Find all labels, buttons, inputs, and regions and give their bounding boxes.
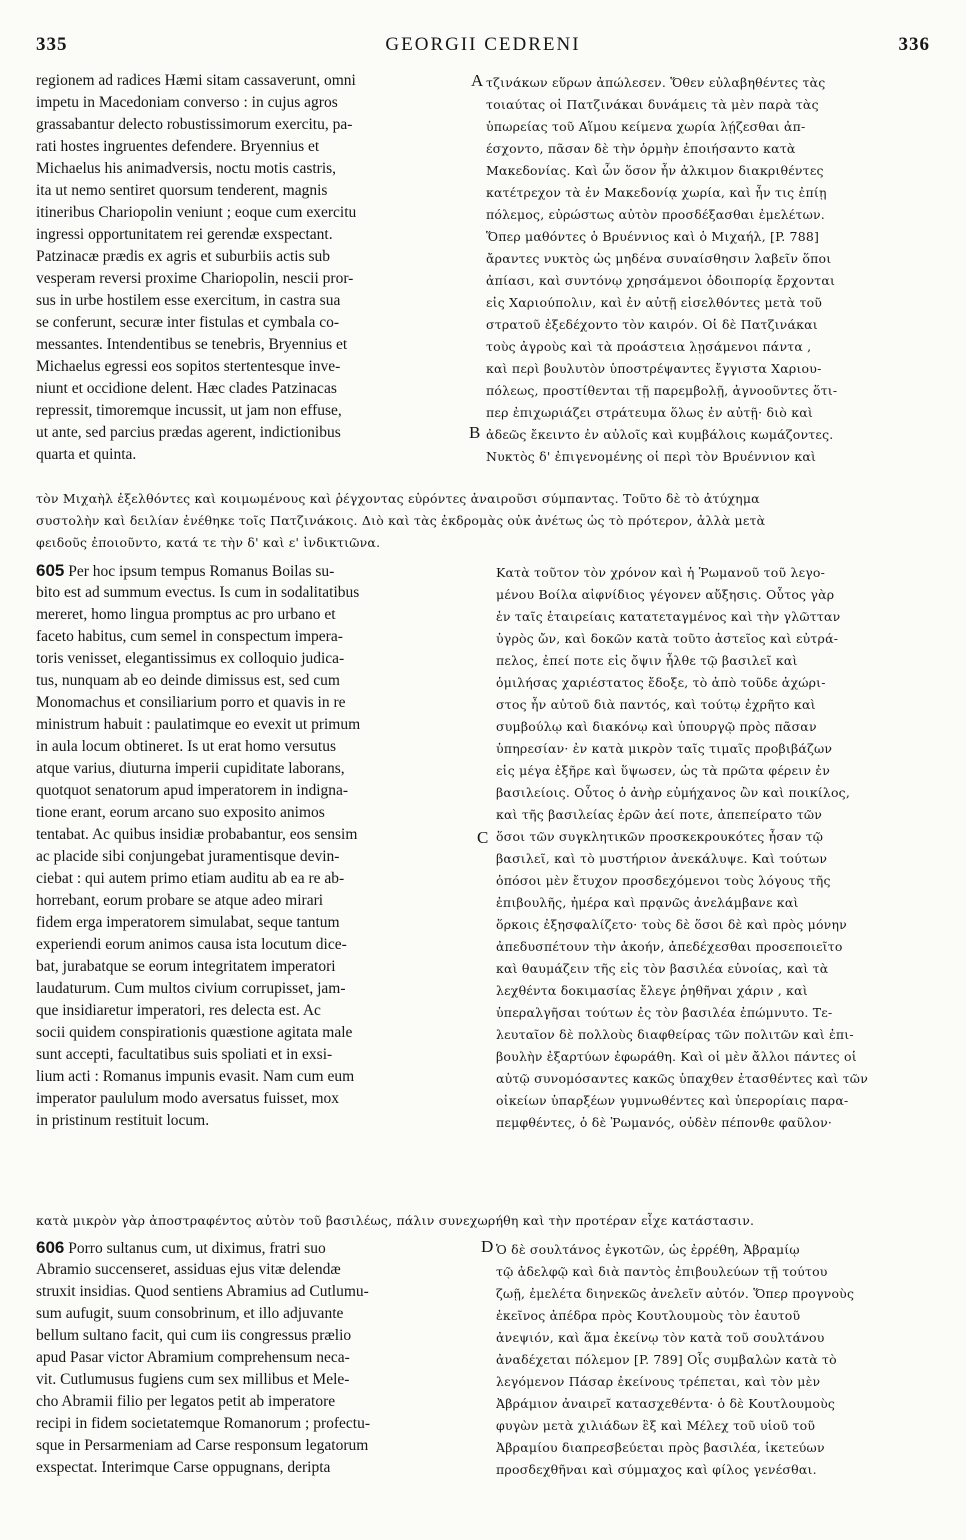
text-line: λευταῖον δὲ πολλοὺς διαφθείρας τῶν πολιτῶν καὶ ἐπι-	[496, 1027, 854, 1042]
text-line: ἀπίασι, καὶ συντόνῳ χρησάμενοι ὁδοιπορίᾳ ἔρχονται	[486, 273, 836, 288]
text-line: struxit insidias. Quod sentiens Abramius ad Cutlumu-	[36, 1283, 369, 1300]
latin-column-2-body	[36, 582, 466, 1132]
text-line: ut ante, sed parcius prædas agerent, indictionibus	[36, 424, 341, 441]
text-line: ingressi opportunitatem rei gerendæ exspectant.	[36, 226, 333, 243]
text-line: Ἀβραμίου διαπρεσβεύεται πρὸς βασιλέα, ἱκετεύων	[496, 1440, 825, 1455]
text-line: exspectat. Interimque Carse oppugnans, deripta	[36, 1459, 331, 1476]
text-line: lium acti : Romanus impunis evasit. Nam cum eum	[36, 1068, 355, 1085]
text-line: λεγόμενον Πάσαρ ἐκείνους τρέπεται, καὶ τὸν μὲν	[496, 1374, 821, 1389]
text-line: tione erant, eorum arcano suo exposito animos	[36, 804, 325, 821]
text-line: Abramio succenseret, assiduas ejus vitæ delendæ	[36, 1261, 341, 1278]
text-line: κατὰ μικρὸν γὰρ ἀποστραφέντος αὐτὸν τοῦ βασιλέως, πάλιν συνεχωρήθη καὶ τὴν προτέραν εἶχε κατάστασιν.	[36, 1213, 755, 1228]
text-line: συμβούλῳ καὶ διακόνῳ καὶ ὑπουργῷ πρὸς πᾶσαν	[496, 719, 817, 734]
text-line: ἀναδέχεται πόλεμον [P. 789] Οἷς συμβαλὼν κατὰ τὸ	[496, 1352, 837, 1367]
text-line: recipi in fidem societatemque Romanorum ; profectu-	[36, 1415, 370, 1432]
text-line: ἀδεῶς ἔκειντο ἐν αὐλοῖς καὶ κυμβάλοις κωμάζοντες.	[486, 427, 834, 442]
text-line: se conferunt, securæ inter fistulas et cymbala co-	[36, 314, 339, 331]
section-605-first-line: Per hoc ipsum tempus Romanus Boilas su-	[64, 563, 335, 580]
text-line: κατέτρεχον τὰ ἐν Μακεδονίᾳ χωρία, καὶ ἦν τις ἐπίῃ	[486, 185, 827, 200]
text-line: αὐτῷ συνομόσαντες κακῶς ὑπαχθεν ἐτασθέντες καὶ τῶν	[496, 1071, 868, 1086]
text-line: imperator paululum modo aversatus fuisset, mox	[36, 1090, 340, 1107]
text-line: τὸν Μιχαὴλ ἐξελθόντες καὶ κοιμωμένους καὶ ῥέγχοντας εὑρόντες ἀναιροῦσι σύμπαντας. Τοῦτο δὲ τὸ ἀτύχημα	[36, 491, 760, 506]
text-line: τῷ ἀδελφῷ καὶ διὰ παντὸς ἐπιβουλεύων τῇ τούτου	[496, 1264, 828, 1279]
text-line: tentabat. Ac quibus insidiæ probabantur, eos sensim	[36, 826, 358, 843]
text-line: ὅσοι τῶν συγκλητικῶν προσκεκρουκότες ἦσαν τῷ	[496, 829, 824, 844]
text-line: ἐν ταῖς ἑταιρείαις κατατεταγμένος καὶ τὴν γλῶτταν	[496, 609, 841, 624]
text-line: εἰς Χαριούπολιν, καὶ ἐν αὐτῇ εἰσελθόντες μετὰ τοῦ	[486, 295, 823, 310]
text-line: έσχοντο, πᾶσαν δὲ τὴν ὁρμὴν ἐποιήσαντο κατὰ	[486, 141, 796, 156]
text-line: καὶ περὶ βουλυτὸν ὑποστρέψαντες ἔγγιστα Χαριου-	[486, 361, 822, 376]
section-606-first-line: Porro sultanus cum, ut diximus, fratri suo	[64, 1240, 326, 1257]
text-line: grassabantur delecto robustissimorum exercitu, pa-	[36, 116, 353, 133]
text-line: rati hostes ingruentes defendere. Bryennius et	[36, 138, 320, 155]
text-line: vesperam reversi proxime Chariopolin, nescii pror-	[36, 270, 354, 287]
section-number-606: 606	[36, 1238, 65, 1257]
text-line: καὶ θαυμάζειν τῆς εἰς τὸν βασιλέα εὐνοίας, καὶ τὰ	[496, 961, 829, 976]
latin-column-3-body	[36, 1259, 466, 1479]
text-line: πόλεμος, εὐρώστως αὐτὸν προσδέξασθαι ἐμελέτων.	[486, 207, 825, 222]
section-number-605: 605	[36, 561, 65, 580]
page-header	[36, 34, 930, 60]
text-line: impetu in Macedoniam converso : in cujus agros	[36, 94, 338, 111]
text-line: στρατοῦ ἐξεδέχοντο τὸν καιρόν. Οἱ δὲ Πατζινάκαι	[486, 317, 818, 332]
section-606-heading	[36, 1237, 466, 1259]
text-line: Νυκτὸς δ' ἐπιγενομένης οἱ περὶ τὸν Βρυέννιον καὶ	[486, 449, 817, 464]
page-number-right: 336	[898, 34, 930, 55]
text-line: itineribus Chariopolin veniunt ; eoque cum exercitu	[36, 204, 357, 221]
text-line: que insidiaretur imperatori, res delecta est. Ac	[36, 1002, 321, 1019]
text-line: Patzinacæ prædis ex agris et suburbiis actis sub	[36, 248, 331, 265]
text-line: tus, nunquam ab eo deinde dimissus est, sed cum	[36, 672, 340, 689]
text-line: laudaturum. Cum multos civium corrupisset, jam-	[36, 980, 346, 997]
margin-marker-a: A	[471, 71, 484, 90]
text-line: messantes. Intendentibus se tenebris, Bryennius et	[36, 336, 348, 353]
text-line: regionem ad radices Hæmi sitam cassaverunt, omni	[36, 72, 356, 89]
margin-marker-c: C	[477, 828, 489, 847]
text-line: τοιαύτας οἱ Πατζινάκαι δυνάμεις τὰ μὲν παρὰ τὰς	[486, 97, 819, 112]
text-line: πελος, ἐπεί ποτε εἰς ὄψιν ἦλθε τῷ βασιλεῖ καὶ	[496, 653, 798, 668]
text-line: bito est ad summum evectus. Is cum in sodalitatibus	[36, 584, 360, 601]
text-line: mereret, homo lingua promptus ac pro urbano et	[36, 606, 336, 623]
text-line: sum aufugit, suum consobrinum, et illo adjuvante	[36, 1305, 344, 1322]
text-line: τζινάκων εὕρων ἀπώλεσεν. Ὅθεν εὐλαβηθέντες τὰς	[486, 75, 826, 90]
text-line: Michaelus his animadversis, noctu motis castris,	[36, 160, 337, 177]
text-line: τοὺς ἀγροὺς καὶ τὰ προάστεια λῃσάμενοι πάντα ,	[486, 339, 812, 354]
text-line: ὑπηρεσίαν· ἐν κατὰ μικρὸν ταῖς τιμαῖς προβιβάζων	[496, 741, 833, 756]
text-line: ἐπιβουλῆς, ἠμέρα καὶ πρᾳνῶς ἀνελάμβανε καὶ	[496, 895, 799, 910]
text-line: φειδοῦς ἐποιοῦντο, κατά τε τὴν δ' καὶ ε' ἰνδικτιῶνα.	[36, 535, 381, 550]
greek-full-width-2	[36, 1210, 936, 1232]
text-line: quotquot senatorum apud imperatorem in indigna-	[36, 782, 349, 799]
text-line: Michaelus egressi eos sopitos stertentesque inve-	[36, 358, 341, 375]
greek-column-2	[496, 562, 932, 1134]
text-line: Ὅπερ μαθόντες ὁ Βρυέννιος καὶ ὁ Μιχαήλ, [P. 788]	[486, 229, 820, 244]
text-line: ὅρκοις ἐξησφαλίζετο· τοὺς δὲ ὅσοι δὲ καὶ πρὸς μόνην	[496, 917, 847, 932]
text-line: ἀπεδυσπέτουν τὴν ἀκοήν, ἀπεδέχεσθαι προσεποιεῖτο	[496, 939, 843, 954]
text-line: Ἀβράμιον ἀναιρεῖ κατασχεθέντα· ὁ δὲ Κουτλουμοὺς	[496, 1396, 836, 1411]
text-line: Monomachus et consiliarium porro et quavis in re	[36, 694, 346, 711]
text-line: Ὁ δὲ σουλτάνος ἐγκοτῶν, ὡς ἐρρέθη, Ἀβραμίῳ	[496, 1242, 800, 1257]
latin-column-2	[36, 560, 466, 1132]
text-line: ὑγρὸς ὤν, καὶ δοκῶν κατὰ τοῦτο ἀστεῖος καὶ εὐτρά-	[496, 631, 839, 646]
text-line: toris venisset, elegantissimus ex colloquio judica-	[36, 650, 345, 667]
text-line: niunt et occidione delent. Hæc clades Patzinacas	[36, 380, 337, 397]
text-line: sunt accepti, facultatibus suis spoliati et in exsi-	[36, 1046, 333, 1063]
text-line: fidem erga imperatorem simulabat, seque tantum	[36, 914, 340, 931]
text-line: βουλὴν ἐξαρτύων ἐφωράθη. Καὶ οἱ μὲν ἄλλοι πάντες οἱ	[496, 1049, 857, 1064]
text-line: in aula locum obtineret. Is ut erat homo versutus	[36, 738, 337, 755]
text-line: φυγὼν μετὰ χιλιάδων ἓξ καὶ Μέλεχ τοῦ υἱοῦ τοῦ	[496, 1418, 816, 1433]
latin-column-3	[36, 1237, 466, 1479]
margin-marker-d: D	[481, 1237, 494, 1256]
text-line: ministrum habuit : paulatimque eo evexit ut primum	[36, 716, 361, 733]
text-line: ac placide sibi conjungebat juramentisque devin-	[36, 848, 340, 865]
running-head: GEORGII CEDRENI	[385, 34, 581, 55]
section-605-heading	[36, 560, 466, 582]
text-line: ciebat : qui autem primo etiam auditu ab ea re ab-	[36, 870, 345, 887]
text-line: Κατὰ τοῦτον τὸν χρόνον καὶ ἡ Ῥωμανοῦ τοῦ λεγο-	[496, 565, 826, 580]
text-line: εἰς μέγα ἐξῆρε καὶ ὕψωσεν, ὡς τὰ πρῶτα φέρειν ἐν	[496, 763, 831, 778]
text-line: in pristinum restituit locum.	[36, 1112, 210, 1129]
latin-column-1	[36, 70, 466, 466]
text-line: ὑπεραλγῆσαι τούτων ἐς τὸν βασιλέα ἐπώμνυτο. Τε-	[496, 1005, 833, 1020]
greek-column-3	[496, 1239, 932, 1481]
text-line: καὶ τῆς βασιλείας ἐρῶν ἀεί ποτε, ἀπεπείρατο τῶν	[496, 807, 823, 822]
text-line: ζωῇ, ἐμελέτα διηνεκῶς ἀνελεῖν αὐτόν. Ὅπερ προγνοὺς	[496, 1286, 855, 1301]
text-line: Μακεδονίας. Καὶ ὧν ὅσον ἦν ἀλκιμον διακριθέντες	[486, 163, 824, 178]
text-line: ita ut nemo sentiret quorsum tenderent, magnis	[36, 182, 328, 199]
text-line: περ ἐπιχωριάζει στράτευμα ὅλως ἐν αὐτῇ· διὸ καὶ	[486, 405, 813, 420]
text-line: atque varius, diuturna imperii cupiditate laborans,	[36, 760, 345, 777]
text-line: sus in urbe hostilem esse exercitum, in castra sua	[36, 292, 341, 309]
text-line: ὑπωρείας τοῦ Αἵμου κείμενα χωρία λῄζεσθαι ἀπ-	[486, 119, 806, 134]
text-line: μένου Βοίλα αἰφνίδιος γέγονεν αὔξησις. Οὗτος γὰρ	[496, 587, 835, 602]
text-line: horrebant, eorum probare se atque adeo mirari	[36, 892, 324, 909]
text-line: experiendi eorum animos causa ista locutum dice-	[36, 936, 347, 953]
text-line: λεχθέντα δοκιμασίας ἔλεγε ῥηθῆναι χάριν , καὶ	[496, 983, 808, 998]
text-line: repressit, timoremque incussit, ut jam non effuse,	[36, 402, 342, 419]
text-line: βασιλείοις. Οὗτος ὁ ἀνὴρ εὐμήχανος ὢν καὶ ποικίλος,	[496, 785, 851, 800]
text-line: quarta et quinta.	[36, 446, 137, 463]
text-line: apud Pasar victor Abramium comprehensum neca-	[36, 1349, 350, 1366]
text-line: bellum sultano facit, qui cum iis congressus prælio	[36, 1327, 352, 1344]
text-line: πεμφθέντες, ὁ δὲ Ῥωμανός, οὐδὲν πέπονθε φαῦλον·	[496, 1115, 833, 1130]
text-line: συστολὴν καὶ δειλίαν ἐνέθηκε τοῖς Πατζινάκοις. Διὸ καὶ τὰς ἐκδρομὰς οὐκ ἀνέτως ὡς τὸ πρότερον, ἀλλὰ μετὰ	[36, 513, 766, 528]
text-line: faceto habitus, cum semel in conspectum impera-	[36, 628, 343, 645]
text-line: ἀνεψιόν, καὶ ἅμα ἐκείνῳ τὸν κατὰ τοῦ σουλτάνου	[496, 1330, 825, 1345]
greek-column-1	[486, 72, 932, 468]
text-line: πόλεως, προστίθενται τῇ παρεμβολῇ, ἀγνοοῦντες ὅτι-	[486, 383, 838, 398]
text-line: socii quidem conspirationis quæstione agitata male	[36, 1024, 353, 1041]
page-number-left: 335	[36, 34, 68, 55]
text-line: vit. Cutlumusus fugiens cum sex millibus et Mele-	[36, 1371, 350, 1388]
text-line: βασιλεῖ, καὶ τὸ μυστήριον ἀνεκάλυψε. Καὶ τούτων	[496, 851, 828, 866]
text-line: στος ἦν αὐτοῦ διὰ παντός, καὶ τούτῳ ἐχρῆτο καὶ	[496, 697, 816, 712]
greek-full-width-1	[36, 488, 936, 554]
text-line: οἰκείων ὑπαρξέων γυμνωθέντες καὶ ὑπερορίαις παρα-	[496, 1093, 849, 1108]
text-line: προσδεχθῆναι καὶ σύμμαχος καὶ φίλος γενέσθαι.	[496, 1462, 817, 1477]
text-line: sque in Persarmeniam ad Carse responsum legatorum	[36, 1437, 369, 1454]
text-line: ὁμιλήσας χαριέστατος ἔδοξε, τὸ ἀπὸ τοῦδε ἀχώρι-	[496, 675, 826, 690]
margin-marker-b: B	[469, 423, 481, 442]
text-line: ἐκεῖνος ἀπέδρα πρὸς Κουτλουμοὺς τὸν ἑαυτοῦ	[496, 1308, 801, 1323]
text-line: bat, jurabatque se eorum integritatem imperatori	[36, 958, 336, 975]
text-line: ἄραντες νυκτὸς ὡς μηδένα συναίσθησιν λαβεῖν ὅποι	[486, 251, 832, 266]
text-line: ὁπόσοι μὲν ἔτυχον προσδεχόμενοι τοὺς λόγους τῆς	[496, 873, 831, 888]
text-line: cho Abramii filio per legatos petit ab imperatore	[36, 1393, 336, 1410]
